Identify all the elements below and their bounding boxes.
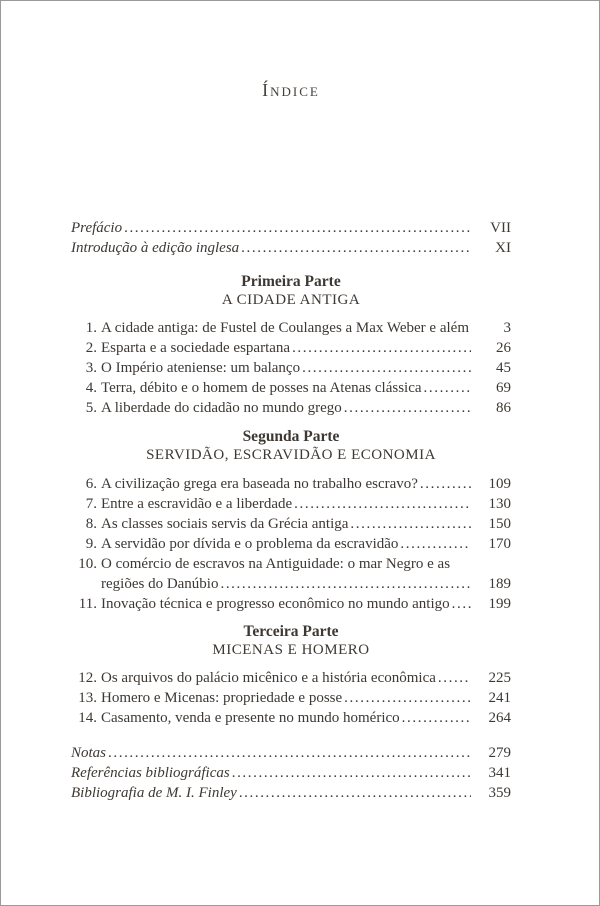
dot-leader [342,398,471,418]
chapter-title: A civilização grega era baseada no trabalho escravo? [101,476,418,492]
chapter-number: 6. [85,476,97,492]
toc-entry [71,534,511,554]
toc-entry [71,668,511,688]
toc-entry [71,338,511,358]
chapter-title: Terra, débito e o homem de posses na Atenas clássica [101,380,422,396]
entry-page: VII [490,220,511,236]
part-name: Primeira Parte [241,273,341,290]
chapter-title: A servidão por dívida e o problema da escravidão [101,536,399,552]
chapter-number: 4. [85,380,97,396]
dot-leader [469,318,471,338]
entry-label: Prefácio [71,220,123,236]
toc-entry [71,318,511,338]
entry-page: 170 [488,536,511,552]
chapter-title: Homero e Micenas: propriedade e posse [101,690,343,706]
dot-leader [450,594,471,614]
entry-page: 189 [488,576,511,592]
dot-leader [418,474,471,494]
part-heading [71,273,511,309]
front-matter [71,218,511,258]
chapter-title: Inovação técnica e progresso econômico no mundo antigo [101,596,450,612]
toc-entry [71,594,511,614]
chapter-number: 13. [78,690,97,706]
toc-entry [71,514,511,534]
entry-page: 69 [496,380,511,396]
toc-entry [71,238,511,258]
part-subtitle: A CIDADE ANTIGA [221,292,361,308]
part-subtitle: MICENAS E HOMERO [212,642,370,658]
dot-leader [422,378,471,398]
chapter-title: A liberdade do cidadão no mundo grego [101,400,342,416]
entry-page: 3 [503,320,511,336]
toc-entry [71,743,511,763]
chapter-number: 5. [85,400,97,416]
dot-leader [239,238,471,258]
entry-page: 199 [488,596,511,612]
toc-content [1,1,599,803]
entry-page: 225 [488,670,511,686]
toc-entry [71,358,511,378]
toc-entry [71,763,511,783]
back-matter [71,743,511,803]
toc-title: Índice [262,80,320,100]
entry-page: 264 [488,710,511,726]
chapter-number: 11. [78,596,97,612]
toc-entry-continuation [71,574,511,594]
dot-leader [230,763,471,783]
chapter-title: As classes sociais servis da Grécia antiga [101,516,349,532]
part-heading [71,428,511,464]
dot-leader [292,494,471,514]
chapter-number: 1. [85,320,97,336]
dot-leader [398,534,471,554]
entry-label: Notas [71,745,107,761]
chapter-title: Entre a escravidão e a liberdade [101,496,293,512]
toc-entry [71,554,511,574]
dot-leader [237,783,471,803]
toc-entry [71,783,511,803]
chapter-number: 8. [85,516,97,532]
dot-leader [290,338,471,358]
entry-page: 241 [488,690,511,706]
entry-page: 359 [488,785,511,801]
toc-entry [71,378,511,398]
chapter-number-spacer [71,574,97,594]
entry-page: 341 [488,765,511,781]
chapter-number: 2. [85,340,97,356]
dot-leader [218,574,471,594]
chapter-list [71,474,511,614]
chapter-number: 10. [78,556,97,572]
chapter-title-continuation: regiões do Danúbio [101,576,219,592]
chapter-title: Os arquivos do palácio micênico e a história econômica [101,670,436,686]
chapter-title: O comércio de escravos na Antiguidade: o mar Negro e as [101,556,451,572]
toc-entry [71,398,511,418]
chapter-title: O Império ateniense: um balanço [101,360,301,376]
chapter-number: 7. [85,496,97,512]
toc-entry [71,494,511,514]
part-name: Terceira Parte [243,623,339,640]
entry-label: Bibliografia de M. I. Finley [71,785,237,801]
chapter-list [71,668,511,728]
entry-page: 26 [496,340,511,356]
toc-entry [71,474,511,494]
chapter-number: 3. [85,360,97,376]
dot-leader [122,218,471,238]
chapter-title: A cidade antiga: de Fustel de Coulanges a Max Weber e além [101,320,469,336]
chapter-number: 9. [85,536,97,552]
dot-leader [348,514,471,534]
dot-leader [300,358,471,378]
toc-entry [71,688,511,708]
toc-entry [71,708,511,728]
entry-page: 279 [488,745,511,761]
part-name: Segunda Parte [242,428,340,445]
chapter-title: Esparta e a sociedade espartana [101,340,291,356]
chapter-number: 14. [78,710,97,726]
chapter-number: 12. [78,670,97,686]
entry-page: 86 [496,400,511,416]
entry-page: XI [495,240,511,256]
dot-leader [400,708,471,728]
dot-leader [436,668,471,688]
entry-page: 109 [488,476,511,492]
dot-leader [106,743,471,763]
entry-page: 45 [496,360,511,376]
chapter-title: Casamento, venda e presente no mundo homérico [101,710,400,726]
dot-leader [342,688,471,708]
toc-entry [71,218,511,238]
part-subtitle: SERVIDÃO, ESCRAVIDÃO E ECONOMIA [146,447,436,463]
entry-label: Introdução à edição inglesa [71,240,240,256]
entry-label: Referências bibliográficas [71,765,230,781]
chapter-list [71,318,511,418]
entry-page: 150 [488,516,511,532]
part-heading [71,623,511,659]
entry-page: 130 [488,496,511,512]
